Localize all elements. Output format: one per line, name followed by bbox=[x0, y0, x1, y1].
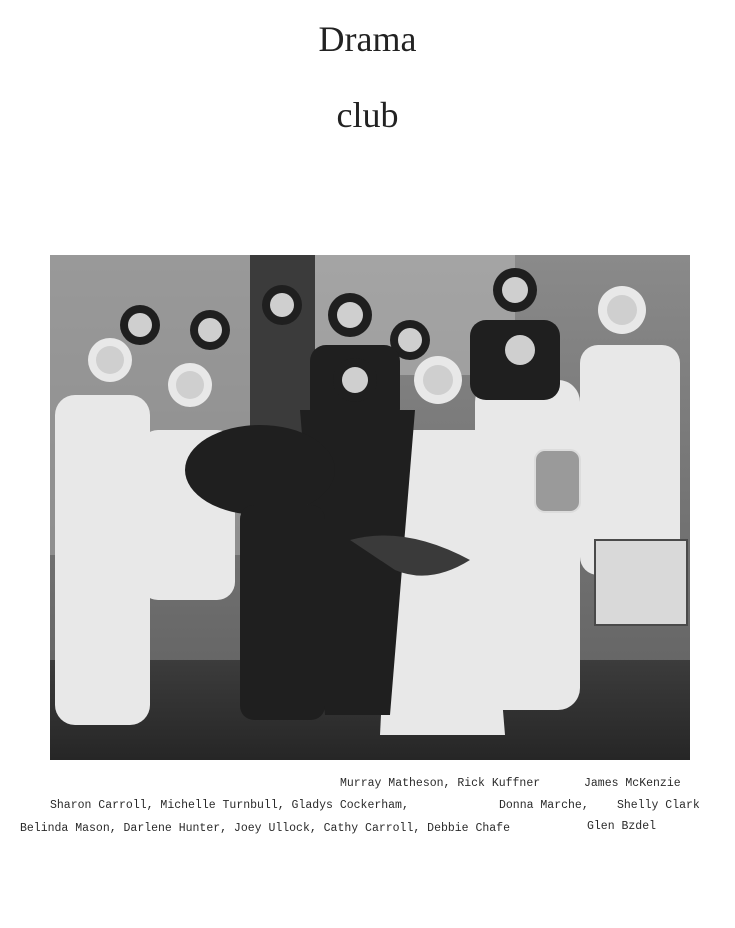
caption-row3-names: Belinda Mason, Darlene Hunter, Joey Ullock, Cathy Carroll, Debbie Chafe bbox=[20, 822, 510, 835]
caption-row1-right: James McKenzie bbox=[584, 777, 681, 790]
group-photo-illustration bbox=[50, 255, 690, 760]
group-photo bbox=[50, 255, 690, 760]
page-title-line-1: Drama bbox=[318, 19, 417, 59]
page-title-line-2: club bbox=[336, 95, 399, 135]
caption-row1-names: Murray Matheson, Rick Kuffner bbox=[340, 777, 541, 790]
caption-row2-names: Sharon Carroll, Michelle Turnbull, Gladys Cockerham, bbox=[50, 799, 409, 812]
caption-row2-middle: Donna Marche, bbox=[499, 799, 589, 812]
caption-row2-right: Shelly Clark bbox=[617, 799, 700, 812]
caption-row3-right: Glen Bzdel bbox=[587, 820, 657, 833]
